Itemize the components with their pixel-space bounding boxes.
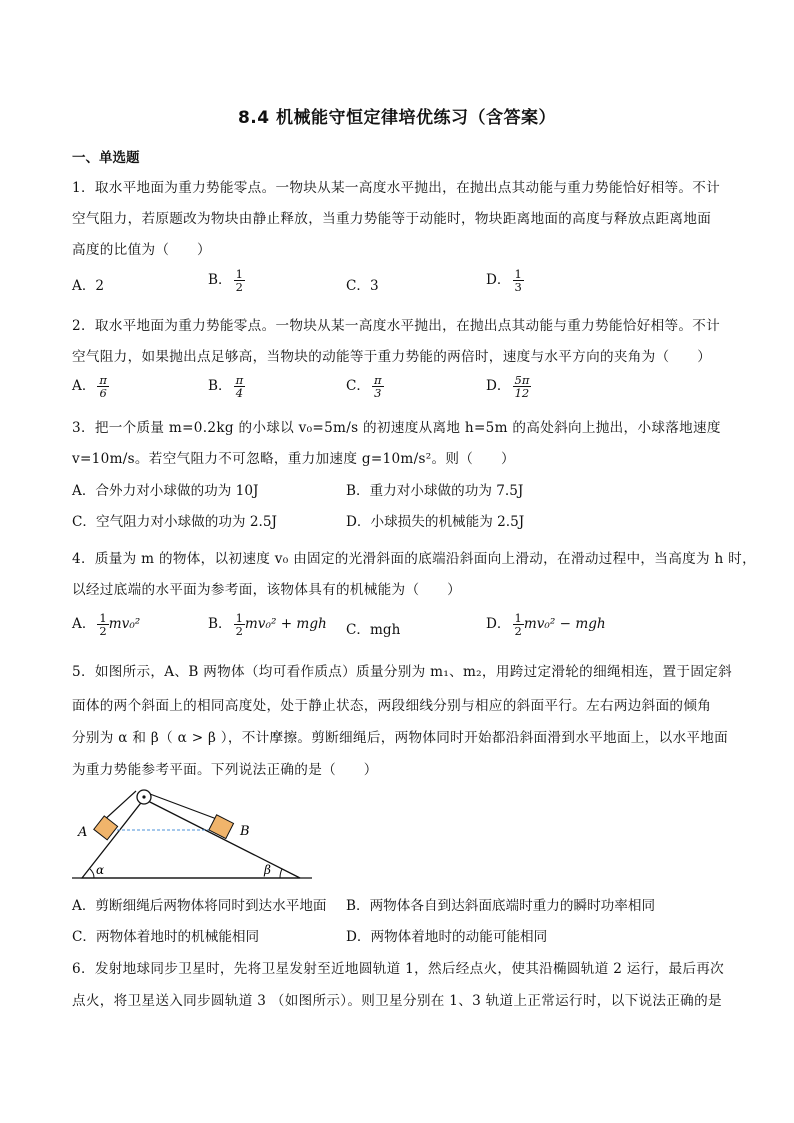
fraction-numerator: 5π — [514, 373, 530, 387]
q1-option-b-fraction — [234, 268, 245, 293]
rope-left — [102, 791, 136, 822]
q6-line-2: 点火，将卫星送入同步圆轨道 3 （如图所示）。则卫星分别在 1、3 轨道上正常运行时，以下说法正确的是 — [72, 993, 722, 1009]
fraction-numerator: 1 — [99, 611, 107, 625]
q5-option-b: B．两物体各自到达斜面底端时重力的瞬时功率相同 — [346, 898, 656, 914]
q1-line-2: 空气阻力，若原题改为物块由静止释放，当重力势能等于动能时，物块距离地面的高度与释放点距离地面 — [72, 211, 712, 227]
fraction-numerator: 1 — [514, 267, 522, 281]
q1-option-b-label: B． — [208, 272, 232, 288]
q1-line-3: 高度的比值为（ ） — [72, 242, 211, 258]
q4-option-b — [208, 612, 327, 637]
q3-line-2: v=10m/s。若空气阻力不可忽略，重力加速度 g=10m/s²。则（ ） — [72, 451, 515, 467]
fraction-denominator: 6 — [99, 386, 107, 400]
q4-option-b-expression: mv₀² + mgh — [244, 616, 327, 632]
q1-option-a: A．2 — [72, 278, 105, 294]
fraction-denominator: 3 — [514, 280, 522, 294]
q4-half-fraction — [97, 612, 108, 637]
pulley-axle — [142, 795, 145, 798]
angle-beta: β — [264, 863, 271, 877]
block-b — [209, 815, 234, 839]
q5-option-a: A．剪断细绳后两物体将同时到达水平地面 — [72, 898, 327, 914]
fraction-denominator: 3 — [374, 386, 382, 400]
q3-option-b: B．重力对小球做的功为 7.5J — [346, 483, 524, 499]
fraction-denominator: 2 — [99, 624, 107, 638]
q2-option-d — [486, 374, 531, 399]
q4-half-fraction — [234, 612, 245, 637]
q6-line-1: 6．发射地球同步卫星时，先将卫星发射至近地圆轨道 1，然后经点火，使其沿椭圆轨道 2 运行，最后再次 — [72, 961, 725, 977]
alpha-arc — [90, 869, 94, 878]
fraction-numerator: π — [374, 373, 382, 387]
q4-half-fraction — [513, 612, 524, 637]
q2-option-c — [346, 374, 384, 399]
fraction-denominator: 12 — [514, 386, 530, 400]
q2-option-a — [72, 374, 109, 399]
q3-line-1: 3．把一个质量 m=0.2kg 的小球以 v₀=5m/s 的初速度从离地 h=5m 的高处斜向上抛出，小球落地速度 — [72, 420, 721, 436]
fraction-numerator: 1 — [235, 611, 243, 625]
fraction-numerator: 1 — [235, 267, 243, 281]
q2-option-b-fraction — [234, 374, 246, 399]
q2-option-a-label: A． — [72, 378, 96, 394]
q5-line-3: 分别为 α 和 β（ α > β ），不计摩擦。剪断细绳后，两物体同时开始都沿斜面滑到水平地面上，以水平地面 — [72, 730, 729, 746]
q2-option-c-fraction — [372, 374, 384, 399]
q5-option-d: D．两物体着地时的动能可能相同 — [346, 929, 548, 945]
q4-line-1: 4．质量为 m 的物体，以初速度 v₀ 由固定的光滑斜面的底端沿斜面向上滑动，在滑动过程中，当高度为 h 时， — [72, 551, 756, 567]
q1-line-1: 1．取水平地面为重力势能零点。一物块从某一高度水平抛出，在抛出点其动能与重力势能恰好相等。不计 — [72, 180, 721, 196]
fraction-numerator: 1 — [514, 611, 522, 625]
q4-option-d-label: D． — [486, 616, 511, 632]
q3-option-c: C．空气阻力对小球做的功为 2.5J — [72, 514, 277, 530]
q2-option-c-label: C． — [346, 378, 370, 394]
fraction-numerator: π — [99, 373, 107, 387]
incline-pulley-diagram — [72, 785, 312, 885]
q5-line-2: 面体的两个斜面上的相同高度处，处于静止状态，两段细线分别与相应的斜面平行。左右两边斜面的倾角 — [72, 698, 712, 714]
q4-option-a-expression: mv₀² — [108, 616, 141, 632]
q5-line-4: 为重力势能参考平面。下列说法正确的是（ ） — [72, 762, 378, 778]
fraction-denominator: 4 — [235, 386, 244, 400]
beta-arc — [280, 869, 282, 878]
q2-option-d-label: D． — [486, 378, 511, 394]
section-heading: 一、单选题 — [72, 150, 140, 166]
fraction-denominator: 2 — [235, 280, 243, 294]
fraction-numerator: π — [235, 373, 244, 387]
q4-line-2: 以经过底端的水平面为参考面，该物体具有的机械能为（ ） — [72, 582, 462, 598]
q4-option-c: C．mgh — [346, 622, 401, 638]
q1-option-d-label: D． — [486, 272, 511, 288]
q4-option-d-expression: mv₀² − mgh — [523, 616, 606, 632]
q1-option-d-fraction — [513, 268, 524, 293]
label-b: B — [240, 824, 250, 839]
angle-alpha: α — [96, 863, 105, 877]
q4-option-b-label: B． — [208, 616, 232, 632]
q1-option-b — [208, 268, 245, 293]
q2-option-d-fraction — [513, 374, 532, 399]
q3-option-d: D．小球损失的机械能为 2.5J — [346, 514, 525, 530]
q1-option-d — [486, 268, 524, 293]
q1-option-c: C．3 — [346, 278, 379, 294]
q4-option-a — [72, 612, 140, 637]
q5-option-c: C．两物体着地时的机械能相同 — [72, 929, 260, 945]
fraction-denominator: 2 — [235, 624, 243, 638]
q2-option-a-fraction — [97, 374, 109, 399]
label-a: A — [78, 825, 88, 840]
q2-option-b-label: B． — [208, 378, 232, 394]
q2-line-2: 空气阻力，如果抛出点足够高，当物块的动能等于重力势能的两倍时，速度与水平方向的夹角为（ ） — [72, 349, 712, 365]
q4-option-d — [486, 612, 606, 637]
q4-option-a-label: A． — [72, 616, 96, 632]
q3-option-a: A．合外力对小球做的功为 10J — [72, 483, 259, 499]
q2-option-b — [208, 374, 245, 399]
q2-line-1: 2．取水平地面为重力势能零点。一物块从某一高度水平抛出，在抛出点其动能与重力势能恰好相等。不计 — [72, 318, 721, 334]
q5-line-1: 5．如图所示，A、B 两物体（均可看作质点）质量分别为 m₁、m₂，用跨过定滑轮的细绳相连，置于固定斜 — [72, 664, 733, 680]
page-title: 8.4 机械能守恒定律培优练习（含答案） — [237, 108, 557, 128]
fraction-denominator: 2 — [514, 624, 522, 638]
